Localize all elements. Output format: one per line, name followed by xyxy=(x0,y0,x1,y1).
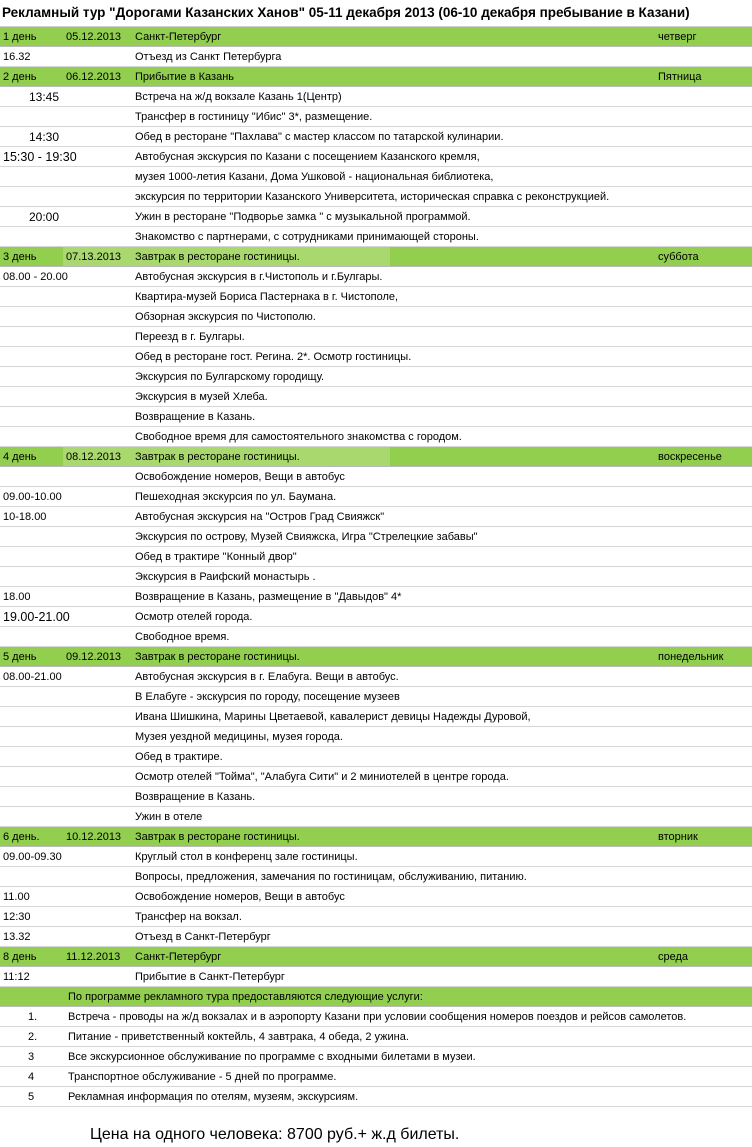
service-item xyxy=(0,1047,752,1067)
service-item xyxy=(0,1087,752,1107)
schedule-activity: Трансфер в гостиницу "Ибис" 3*, размещение. xyxy=(135,111,373,123)
day-header-row xyxy=(0,27,752,47)
schedule-row xyxy=(0,227,752,247)
service-text: Транспортное обслуживание - 5 дней по программе. xyxy=(68,1071,337,1083)
services-heading: По программе рекламного тура предоставляются следующие услуги: xyxy=(68,991,423,1003)
day-date: 07.13.2013 xyxy=(66,251,122,263)
schedule-activity: В Елабуге - экскурсия по городу, посещение музеев xyxy=(135,691,400,703)
schedule-activity: Обзорная экскурсия по Чистополю. xyxy=(135,311,316,323)
day-date: 10.12.2013 xyxy=(66,831,122,843)
schedule-row xyxy=(0,587,752,607)
day-date: 06.12.2013 xyxy=(66,71,122,83)
schedule-activity: Вопросы, предложения, замечания по гостиницам, обслуживанию, питанию. xyxy=(135,871,527,883)
day-date: 05.12.2013 xyxy=(66,31,122,43)
day-weekday: суббота xyxy=(658,251,699,263)
schedule-activity: Автобусная экскурсия на "Остров Град Свияжск" xyxy=(135,511,385,523)
service-text: Все экскурсионное обслуживание по программе с входными билетами в музеи. xyxy=(68,1051,476,1063)
day-header-text: Завтрак в ресторане гостиницы. xyxy=(135,651,300,663)
schedule-time: 11.00 xyxy=(3,891,30,903)
schedule-row xyxy=(0,107,752,127)
day-label: 3 день xyxy=(3,251,37,263)
day-header-text: Санкт-Петербург xyxy=(135,951,222,963)
day-header-text: Завтрак в ресторане гостиницы. xyxy=(135,831,300,843)
day-date: 09.12.2013 xyxy=(66,651,122,663)
schedule-time: 12:30 xyxy=(3,911,31,923)
schedule-activity: Прибытие в Санкт-Петербург xyxy=(135,971,285,983)
itinerary-rows xyxy=(0,27,752,1107)
day-date: 11.12.2013 xyxy=(66,951,121,963)
day-weekday: понедельник xyxy=(658,651,724,663)
schedule-time: 10-18.00 xyxy=(3,511,47,523)
service-item xyxy=(0,1007,752,1027)
service-text: Встреча - проводы на ж/д вокзалах и в аэропорту Казани при условии сообщения номеров поездов и рейсов самолетов. xyxy=(68,1011,687,1023)
schedule-row xyxy=(0,767,752,787)
price-line: Цена на одного человека: 8700 руб.+ ж.д билеты. xyxy=(90,1126,460,1143)
day-header-text: Прибытие в Казань xyxy=(135,71,234,83)
day-header-row xyxy=(0,247,752,267)
service-number: 2. xyxy=(28,1031,38,1043)
schedule-time: 15:30 - 19:30 xyxy=(3,150,77,164)
schedule-activity: Обед в ресторане гост. Регина. 2*. Осмотр гостиницы. xyxy=(135,351,412,363)
day-label: 6 день. xyxy=(3,831,40,843)
schedule-activity: Ужин в отеле xyxy=(135,811,203,823)
day-date: 08.12.2013 xyxy=(66,451,122,463)
schedule-row xyxy=(0,187,752,207)
schedule-time: 14:30 xyxy=(29,130,60,144)
schedule-activity: экскурсия по территории Казанского Университета, историческая справка с реконструкцией. xyxy=(135,191,610,203)
schedule-time: 08.00-21.00 xyxy=(3,671,62,683)
schedule-row xyxy=(0,787,752,807)
service-text: Питание - приветственный коктейль, 4 завтрака, 4 обеда, 2 ужина. xyxy=(68,1031,409,1043)
day-header-row xyxy=(0,827,752,847)
schedule-row xyxy=(0,707,752,727)
day-header-text: Завтрак в ресторане гостиницы. xyxy=(135,251,300,263)
schedule-activity: Ужин в ресторане "Подворье замка " с музыкальной программой. xyxy=(135,211,471,223)
day-label: 5 день xyxy=(3,651,37,663)
schedule-activity: Встреча на ж/д вокзале Казань 1(Центр) xyxy=(135,91,342,103)
schedule-activity: Возвращение в Казань. xyxy=(135,411,256,423)
day-header-text: Санкт-Петербург xyxy=(135,31,222,43)
day-weekday: четверг xyxy=(658,31,697,43)
services-heading-row xyxy=(0,987,752,1007)
schedule-row xyxy=(0,547,752,567)
service-number: 1. xyxy=(28,1011,38,1023)
schedule-row xyxy=(0,907,752,927)
schedule-row xyxy=(0,427,752,447)
schedule-time: 18.00 xyxy=(3,591,31,603)
day-header-text: Завтрак в ресторане гостиницы. xyxy=(135,451,300,463)
schedule-activity: Трансфер на вокзал. xyxy=(135,911,242,923)
schedule-activity: Знакомство с партнерами, с сотрудниками принимающей стороны. xyxy=(135,231,479,243)
schedule-time: 13.32 xyxy=(3,931,31,943)
schedule-time: 08.00 - 20.00 xyxy=(3,271,68,283)
day-header-row xyxy=(0,67,752,87)
schedule-row xyxy=(0,267,752,287)
schedule-activity: Отъезд из Санкт Петербурга xyxy=(135,51,282,63)
schedule-activity: Ивана Шишкина, Марины Цветаевой, кавалерист девицы Надежды Дуровой, xyxy=(135,711,531,723)
day-header-row xyxy=(0,447,752,467)
schedule-activity: Музея уездной медицины, музея города. xyxy=(135,731,343,743)
day-header-row xyxy=(0,947,752,967)
schedule-activity: Автобусная экскурсия в г.Чистополь и г.Булгары. xyxy=(135,271,383,283)
schedule-activity: Свободное время. xyxy=(135,631,230,643)
schedule-row xyxy=(0,47,752,67)
schedule-time: 13:45 xyxy=(29,90,60,104)
schedule-row xyxy=(0,807,752,827)
schedule-activity: Освобождение номеров, Вещи в автобус xyxy=(135,891,345,903)
schedule-row xyxy=(0,867,752,887)
day-weekday: воскресенье xyxy=(658,451,722,463)
service-item xyxy=(0,1027,752,1047)
schedule-activity: Возвращение в Казань. xyxy=(135,791,256,803)
schedule-time: 20:00 xyxy=(29,210,60,224)
schedule-activity: Экскурсия в Раифский монастырь . xyxy=(135,571,316,583)
schedule-activity: Квартира-музей Бориса Пастернака в г. Чистополе, xyxy=(135,291,399,303)
schedule-activity: Переезд в г. Булгары. xyxy=(135,331,245,343)
schedule-row xyxy=(0,387,752,407)
day-label: 1 день xyxy=(3,31,37,43)
day-weekday: вторник xyxy=(658,831,698,843)
schedule-time: 16.32 xyxy=(3,51,31,63)
schedule-row xyxy=(0,567,752,587)
schedule-activity: Экскурсия по острову, Музей Свияжска, Игра "Стрелецкие забавы" xyxy=(135,531,478,543)
schedule-row xyxy=(0,407,752,427)
day-header-row xyxy=(0,647,752,667)
schedule-activity: Обед в трактире "Конный двор" xyxy=(135,551,297,563)
schedule-time: 09.00-10.00 xyxy=(3,491,62,503)
schedule-activity: Осмотр отелей города. xyxy=(135,611,253,623)
schedule-row xyxy=(0,327,752,347)
schedule-activity: Экскурсия по Булгарскому городищу. xyxy=(135,371,325,383)
schedule-row xyxy=(0,87,752,107)
schedule-activity: Экскурсия в музей Хлеба. xyxy=(135,391,268,403)
schedule-activity: Освобождение номеров, Вещи в автобус xyxy=(135,471,345,483)
day-label: 2 день xyxy=(3,71,37,83)
day-weekday: Пятница xyxy=(658,71,702,83)
schedule-time: 11:12 xyxy=(3,971,30,983)
schedule-row xyxy=(0,507,752,527)
schedule-activity: Обед в ресторане "Пахлава" с мастер классом по татарской кулинарии. xyxy=(135,131,504,143)
schedule-time: 19.00-21.00 xyxy=(3,610,70,624)
schedule-row xyxy=(0,487,752,507)
schedule-time: 09.00-09.30 xyxy=(3,851,62,863)
schedule-row xyxy=(0,667,752,687)
schedule-row xyxy=(0,147,752,167)
schedule-row xyxy=(0,467,752,487)
schedule-row xyxy=(0,527,752,547)
service-number: 3 xyxy=(28,1051,35,1063)
schedule-row xyxy=(0,887,752,907)
service-text: Рекламная информация по отелям, музеям, экскурсиям. xyxy=(68,1091,359,1103)
schedule-activity: музея 1000-летия Казани, Дома Ушковой - национальная библиотека, xyxy=(135,171,494,183)
schedule-row xyxy=(0,927,752,947)
schedule-row xyxy=(0,627,752,647)
schedule-activity: Отъезд в Санкт-Петербург xyxy=(135,931,271,943)
schedule-row xyxy=(0,687,752,707)
schedule-row xyxy=(0,287,752,307)
schedule-activity: Круглый стол в конференц зале гостиницы. xyxy=(135,851,358,863)
schedule-row xyxy=(0,367,752,387)
schedule-activity: Пешеходная экскурсия по ул. Баумана. xyxy=(135,491,337,503)
day-weekday: среда xyxy=(658,951,689,963)
day-label: 4 день xyxy=(3,451,37,463)
schedule-activity: Осмотр отелей "Тойма", "Алабуга Сити" и 2 миниотелей в центре города. xyxy=(135,771,509,783)
schedule-row xyxy=(0,167,752,187)
tour-title: Рекламный тур "Дорогами Казанских Ханов" 05-11 декабря 2013 (06-10 декабря пребывание в Казани) xyxy=(0,0,752,27)
schedule-row xyxy=(0,607,752,627)
day-label: 8 день xyxy=(3,951,37,963)
schedule-row xyxy=(0,747,752,767)
schedule-row xyxy=(0,967,752,987)
schedule-activity: Свободное время для самостоятельного знакомства с городом. xyxy=(135,431,462,443)
schedule-row xyxy=(0,207,752,227)
schedule-row xyxy=(0,127,752,147)
service-number: 4 xyxy=(28,1071,35,1083)
service-number: 5 xyxy=(28,1091,35,1103)
schedule-activity: Автобусная экскурсия по Казани с посещением Казанского кремля, xyxy=(135,151,480,163)
schedule-activity: Автобусная экскурсия в г. Елабуга. Вещи в автобус. xyxy=(135,671,399,683)
schedule-row xyxy=(0,847,752,867)
schedule-activity: Возвращение в Казань, размещение в "Давыдов" 4* xyxy=(135,591,402,603)
service-item xyxy=(0,1067,752,1087)
schedule-row xyxy=(0,727,752,747)
schedule-row xyxy=(0,347,752,367)
schedule-row xyxy=(0,307,752,327)
schedule-activity: Обед в трактире. xyxy=(135,751,223,763)
